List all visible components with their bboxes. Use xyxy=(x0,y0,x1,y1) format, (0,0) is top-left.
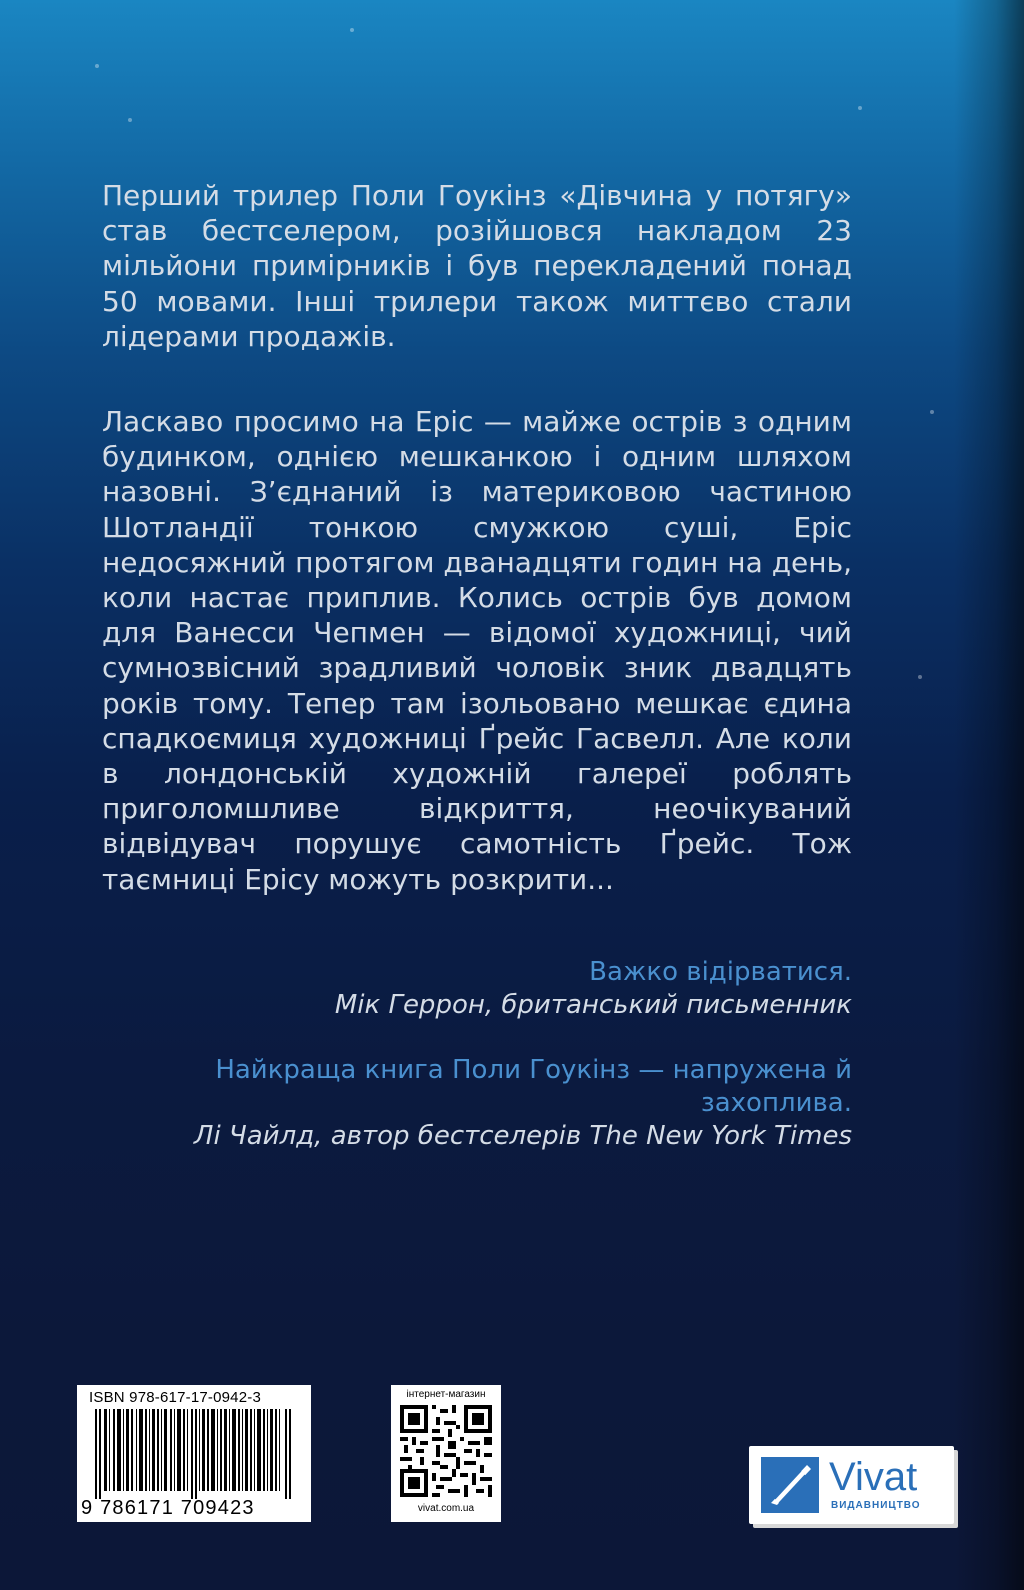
spine-shadow xyxy=(954,0,1024,1590)
isbn-barcode-block xyxy=(77,1385,311,1522)
quote-text: Найкраща книга Поли Гоукінз — напружена й захоплива. xyxy=(215,1055,852,1118)
qr-bottom-label: vivat.com.ua xyxy=(417,1503,475,1514)
vivat-quill-icon xyxy=(761,1457,819,1513)
qr-code-icon[interactable] xyxy=(400,1405,492,1497)
bubble-speck xyxy=(350,28,354,32)
publisher-subtitle: ВИДАВНИЦТВО xyxy=(831,1500,921,1511)
blurb-paragraph-2: Ласкаво просимо на Еріс — майже острів з одним будинком, однією мешканкою і одним шляхом назовні. З’єднаний із материковою частиною Шотландії тонкою смужкою суші, Еріс недосяжний протягом дванадцяти годин на день, коли настає приплив. Колись острів був домом для Ванесси Чепмен — відомої художниці, чий сумнозвісний зрадливий чоловік зник двадцять років тому. Тепер там ізольовано мешкає єдина спадкоємиця художниці Ґрейс Гасвелл. Але коли в лондонській художній галереї роблять приголомшливе відкриття, неочікуваний відвідувач порушує самотність Ґрейс. Тож таємниці Ерісу можуть розкрити... xyxy=(102,405,852,896)
barcode-icon xyxy=(95,1409,295,1499)
bubble-speck xyxy=(918,675,922,679)
isbn-digits: 9 786171 709423 xyxy=(81,1497,255,1519)
blurb-paragraph-1: Перший трилер Поли Гоукінз «Дівчина у потягу» став бестселером, розійшовся накладом 23 мільйони примірників і був перекладений понад 50 мовами. Інші трилери також миттєво стали лідерами продажів. xyxy=(102,179,852,353)
quote-source: Мік Геррон, британський письменник xyxy=(334,990,852,1020)
quote-source: Лі Чайлд, автор бестселерів The New York Times xyxy=(193,1121,852,1151)
qr-code-block xyxy=(391,1385,501,1522)
bubble-speck xyxy=(128,118,132,122)
bubble-speck xyxy=(858,106,862,110)
quote-text: Важко відірватися. xyxy=(589,957,852,987)
review-quote-2 xyxy=(152,1054,852,1153)
qr-top-label: інтернет-магазин xyxy=(406,1389,486,1400)
publisher-name: Vivat xyxy=(829,1455,918,1499)
review-quote-1 xyxy=(152,956,852,1022)
publisher-logo xyxy=(749,1446,954,1524)
bubble-speck xyxy=(95,64,99,68)
bubble-speck xyxy=(930,410,934,414)
isbn-label: ISBN 978-617-17-0942-3 xyxy=(89,1389,262,1406)
